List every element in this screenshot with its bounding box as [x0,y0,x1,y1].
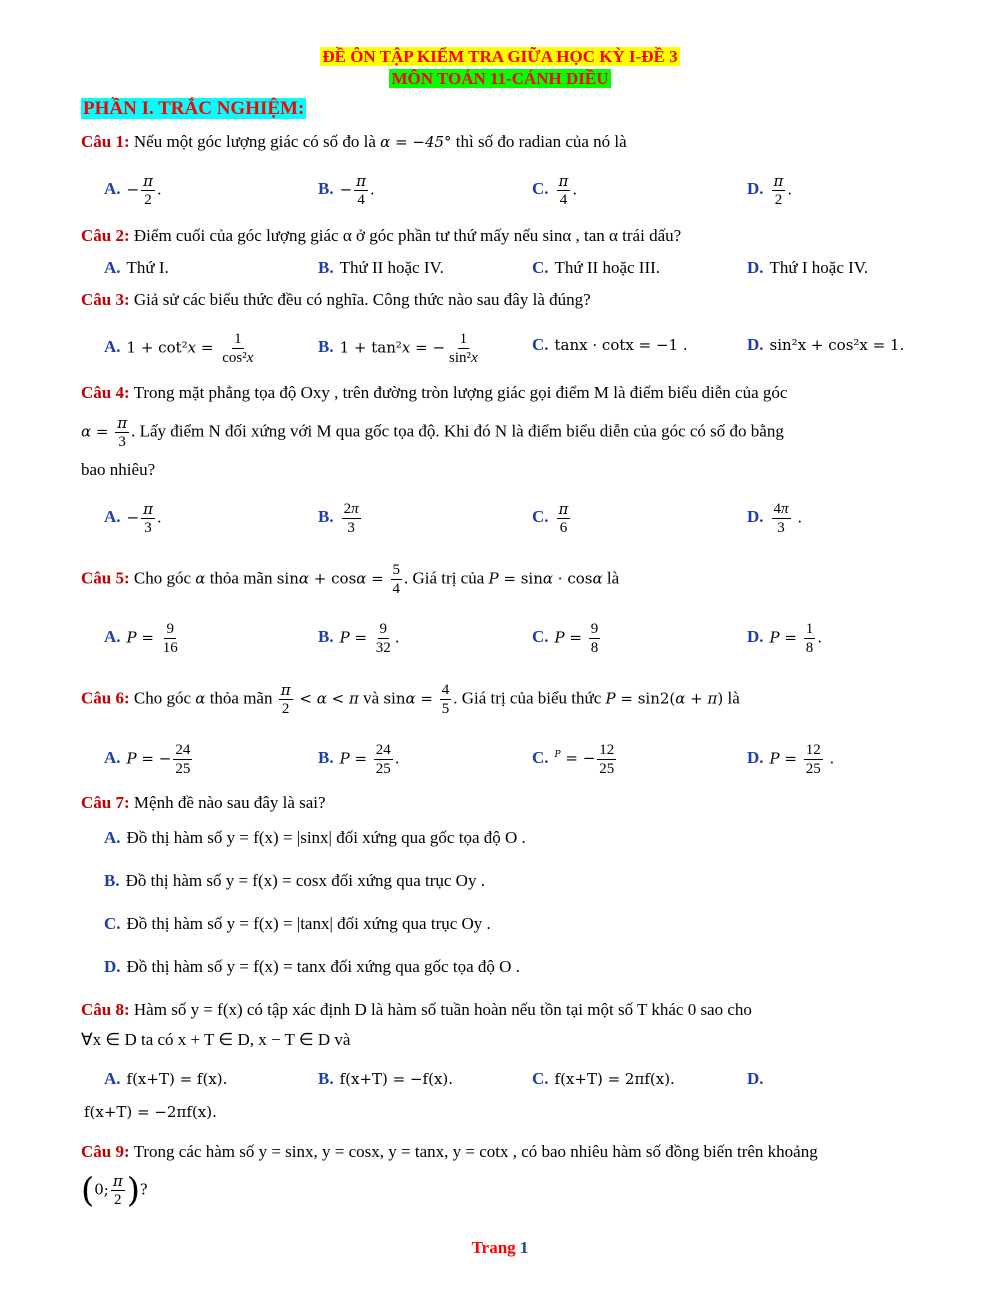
question-text: Hàm số y = f(x) có tập xác định D là hàm số tuần hoàn nếu tồn tại một số T khác 0 sao cho [133,1000,752,1019]
option-letter: A. [104,337,121,357]
question-text: Mệnh đề nào sau đây là sai? [133,793,326,812]
option-8d[interactable] [747,1067,770,1091]
option-letter: D. [747,627,764,647]
option-3c[interactable] [532,333,688,357]
option-letter: C. [532,507,549,527]
option-text: Thứ II hoặc IV. [339,258,444,277]
option-4a[interactable]: A. − $\frac{\pi}{3}$ . [104,500,162,536]
option-letter: A. [104,627,121,647]
option-8a[interactable] [104,1067,227,1091]
question-label: Câu 4: [81,383,130,402]
exam-subtitle: MÔN TOÁN 11-CÁNH DIỀU [391,69,609,88]
question-2 [81,224,931,248]
option-text: Thứ I hoặc IV. [769,258,869,277]
option-3d[interactable] [747,333,904,357]
option-letter: C. [104,914,121,933]
exam-title: ĐỀ ÔN TẬP KIỂM TRA GIỮA HỌC KỲ I-ĐỀ 3 [322,47,678,66]
question-label: Câu 3: [81,290,130,309]
question-8-line2 [81,1028,931,1052]
option-letter: B. [318,507,334,527]
question-text: ? [140,1179,148,1199]
option-4b[interactable]: B. $\frac{2\pi}{3}$ [318,501,359,536]
question-label: Câu 9: [81,1142,130,1161]
question-label: Câu 8: [81,1000,130,1019]
question-text: . Lấy điểm N đối xứng với M qua gốc tọa độ. Khi đó N là điểm biểu diễn của góc có số đo bằng [131,421,784,441]
question-text: Trong các hàm số y = sinx, y = cosx, y = tanx, y = cotx , có bao nhiêu hàm số đồng biến trên khoảng [133,1142,818,1161]
option-letter: D. [747,748,764,768]
option-8b[interactable] [318,1067,453,1091]
option-letter: A. [104,258,121,277]
option-2a[interactable] [104,256,169,280]
option-6c[interactable]: C. $^P$ = − $\frac{12}{25}$ [532,742,615,777]
option-7b[interactable] [104,869,485,893]
question-8 [81,998,931,1022]
option-math: tanx · cotx = −1 . [554,336,688,354]
option-text: Thứ II hoặc III. [554,258,661,277]
option-math: f(x+T) = 2πf(x). [554,1070,675,1088]
option-1b[interactable]: B. − $\frac{\pi}{4}$ . [318,172,375,208]
option-letter: D. [747,507,764,527]
option-1d[interactable]: D. $\frac{\pi}{2}$ . [747,172,793,208]
question-5: Câu 5: Cho góc α thỏa mãn sinα + cosα = $\frac{5}{4}$ . Giá trị của P = sinα · cosα là [81,562,620,597]
option-letter: C. [532,748,549,768]
option-4d[interactable]: D. $\frac{4\pi}{3}$ . [747,501,803,536]
option-math: sin²x + cos²x = 1. [769,336,905,354]
question-text: bao nhiêu? [81,460,156,479]
option-letter: B. [104,871,120,890]
question-text: Giả sử các biểu thức đều có nghĩa. Công thức nào sau đây là đúng? [133,290,591,309]
option-3a[interactable]: A. 1 + cot²x = $\frac{1}{\text{cos²x}}$ [104,331,254,366]
option-5b[interactable]: B. P = $\frac{9}{32}$ . [318,621,400,656]
option-letter: B. [318,627,334,647]
option-1a[interactable]: A. − $\frac{\pi}{2}$ . [104,172,162,208]
option-letter: D. [747,179,764,199]
option-letter: D. [747,335,764,354]
option-7c[interactable] [104,912,491,936]
option-8d-value [84,1100,217,1124]
question-text: thì số đo radian của nó là [455,132,627,151]
option-6d[interactable]: D. P = $\frac{12}{25}$ . [747,742,835,777]
question-3 [81,288,931,312]
option-text: Đồ thị hàm số y = f(x) = |sinx| đối xứng qua gốc tọa độ O . [126,828,526,847]
option-letter: C. [532,335,549,354]
footer-label: Trang [471,1238,516,1257]
option-text: Đồ thị hàm số y = f(x) = tanx đối xứng qua gốc tọa độ O . [126,957,520,976]
question-9-line2: (0; $\frac{\pi}{2}$ )? [81,1170,148,1211]
option-letter: A. [104,507,121,527]
question-text: Nếu một góc lượng giác có số đo là [133,132,376,151]
question-7 [81,791,931,815]
option-math: f(x+T) = −2πf(x). [84,1103,217,1121]
option-letter: A. [104,748,121,768]
option-text: Thứ I. [126,258,169,277]
option-letter: D. [104,957,121,976]
option-letter: A. [104,179,121,199]
question-label: Câu 6: [81,688,130,708]
question-9 [81,1140,941,1164]
page-footer [0,1238,1000,1258]
option-letter: B. [318,258,334,277]
question-label: Câu 5: [81,568,130,588]
question-6: Câu 6: Cho góc α thỏa mãn $\frac{\pi}{2}$ < α < π và sinα = $\frac{4}{5}$ . Giá trị của biểu thức P = sin2(α + π) là [81,681,740,717]
document-header [0,46,1000,90]
option-7d[interactable] [104,955,520,979]
question-text: Trong mặt phẳng tọa độ Oxy , trên đường tròn lượng giác gọi điểm M là điểm biểu diễn của góc [133,383,788,402]
question-1 [81,130,931,154]
option-letter: B. [318,337,334,357]
math-alpha-deg: α = −45° [380,133,452,151]
option-letter: D. [747,258,764,277]
question-text: Điểm cuối của góc lượng giác α ở góc phần tư thứ mấy nếu sinα , tan α trái dấu? [133,226,682,245]
option-2b[interactable] [318,256,444,280]
page-number: 1 [519,1238,529,1257]
option-letter: B. [318,179,334,199]
option-letter: B. [318,748,334,768]
option-7a[interactable] [104,826,526,850]
option-text: Đồ thị hàm số y = f(x) = |tanx| đối xứng qua trục Oy . [126,914,491,933]
option-math: f(x+T) = f(x). [126,1070,228,1088]
option-5c[interactable]: C. P = $\frac{9}{8}$ [532,621,599,656]
option-1c[interactable]: C. $\frac{\pi}{4}$ . [532,172,578,208]
option-letter: A. [104,1069,121,1088]
section-heading: PHẦN I. TRẮC NGHIỆM: [83,98,305,119]
question-label: Câu 7: [81,793,130,812]
question-4-line3 [81,458,931,482]
option-letter: C. [532,1069,549,1088]
option-letter: C. [532,627,549,647]
option-letter: B. [318,1069,334,1088]
question-4 [81,381,931,405]
question-label: Câu 2: [81,226,130,245]
option-2c[interactable] [532,256,660,280]
option-letter: C. [532,258,549,277]
option-5a[interactable]: A. P = $\frac{9}{16}$ [104,621,178,656]
option-text: Đồ thị hàm số y = f(x) = cosx đối xứng qua trục Oy . [125,871,485,890]
option-3b[interactable]: B. 1 + tan²x = − $\frac{1}{\text{sin²x}}$ [318,331,478,366]
option-6b[interactable]: B. P = $\frac{24}{25}$ . [318,742,400,777]
option-4c[interactable]: C. $\frac{\pi}{6}$ [532,500,569,536]
option-math: f(x+T) = −f(x). [339,1070,454,1088]
option-6a[interactable]: A. P = − $\frac{24}{25}$ [104,742,191,777]
option-5d[interactable]: D. P = $\frac{1}{8}$ . [747,621,823,656]
question-text: ∀x ∈ D ta có x + T ∈ D, x − T ∈ D và [81,1030,351,1049]
option-letter: C. [532,179,549,199]
option-8c[interactable] [532,1067,675,1091]
section-heading-wrap [81,98,306,120]
option-letter: A. [104,828,121,847]
question-label: Câu 1: [81,132,130,151]
option-letter: D. [747,1069,764,1088]
question-4-line2: α = $\frac{\pi}{3}$ . Lấy điểm N đối xứng với M qua gốc tọa độ. Khi đó N là điểm biểu diễn của góc có số đo bằng [81,414,784,450]
option-2d[interactable] [747,256,868,280]
